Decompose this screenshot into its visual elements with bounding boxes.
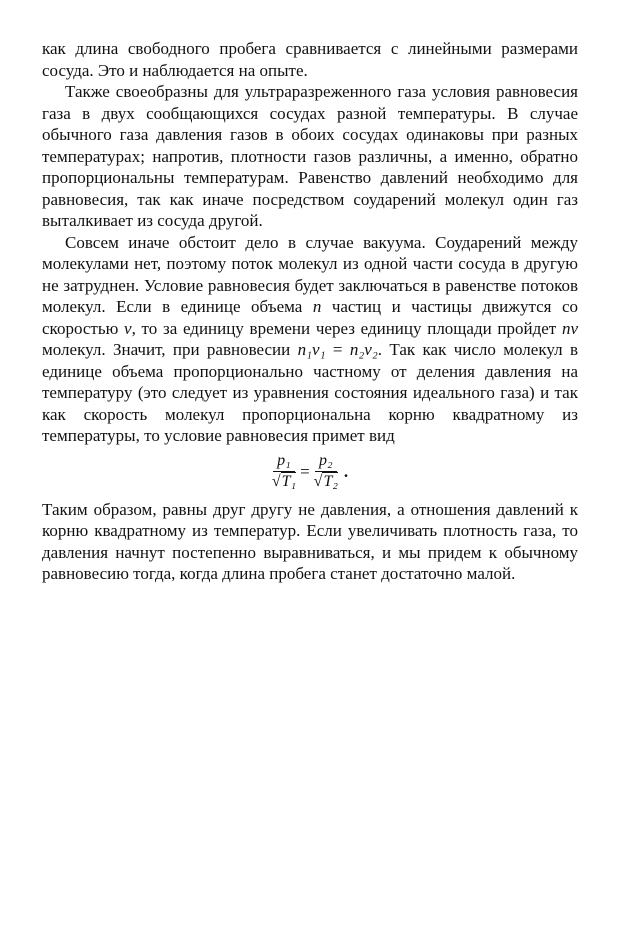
variable-nv: nv xyxy=(561,318,579,338)
inline-equation-left: n₁v₁ xyxy=(297,340,326,359)
sqrt-symbol-1: √ xyxy=(271,473,281,490)
radicand-t2: T₂ xyxy=(323,473,338,490)
document-page xyxy=(42,38,578,585)
paragraph-2: Также своеобразны для ультраразреженного газа условия равновесия газа в двух сообщающихся сосудах разной температуры. В случае обычного газа давления газов в обоих сосудах одинаковы при разных температурах; напротив, плотности газов различны, а именно, обратно пропорциональны температурам. Равенство давлений необходимо для равновесия, так как иначе посредством соударений молекул один газ выталкивает из сосуда другой. xyxy=(42,82,578,230)
numerator-p1: p₁ xyxy=(273,452,295,472)
denominator-sqrt-t2 xyxy=(314,472,338,491)
paragraph-3-text-c: , то за единицу времени через единицу площади пройдет xyxy=(131,318,562,338)
fraction-left xyxy=(272,452,296,491)
sqrt-symbol-2: √ xyxy=(313,473,323,490)
variable-n: n xyxy=(312,297,322,316)
paragraph-1: как длина свободного пробега сравнивается с линейными размерами сосуда. Это и наблюдается на опыте. xyxy=(42,39,578,80)
paragraph-4: Таким образом, равны друг другу не давления, а отношения давлений к корню квадратному из температур. Если увеличивать плотность газа, то давления начнут постепенно выравниваться, и мы придем к обычному равновесию тогда, когда длина пробега станет достаточно малой. xyxy=(42,499,578,583)
numerator-p2: p₂ xyxy=(315,452,337,472)
radicand-t1: T₁ xyxy=(281,473,297,490)
formula-period: . xyxy=(343,461,349,481)
inline-equation-right: n₂v₂ xyxy=(349,340,378,359)
variable-v: v xyxy=(124,318,132,338)
inline-equation-sign: = xyxy=(325,340,350,359)
equals-sign: = xyxy=(300,461,310,481)
denominator-sqrt-t1 xyxy=(272,472,296,491)
equilibrium-formula xyxy=(42,451,578,493)
paragraph-3 xyxy=(42,232,578,447)
paragraph-3-text-e: . Так как число молекул в единице объема пропорционально частному от деления давления на температуру (это следует из уравнения состояния идеального газа) и так как скорость молекул пропорциональна корню квадратному из температуры, то условие равновесия примет вид xyxy=(42,340,579,445)
paragraph-3-text-a: Совсем иначе обстоит дело в случае вакуума. Соударений между молекулами нет, поэтому поток молекул из одной части сосуда в другую не затруднен. Условие равновесия будет заключаться в равенстве потоков молекул. Если в единице объема xyxy=(42,232,578,316)
paragraph-3-text-d: молекул. Значит, при равновесии xyxy=(42,340,298,359)
paragraph-3-text-b: частиц и частицы движутся со скоростью xyxy=(42,297,578,338)
fraction-right xyxy=(314,452,338,491)
